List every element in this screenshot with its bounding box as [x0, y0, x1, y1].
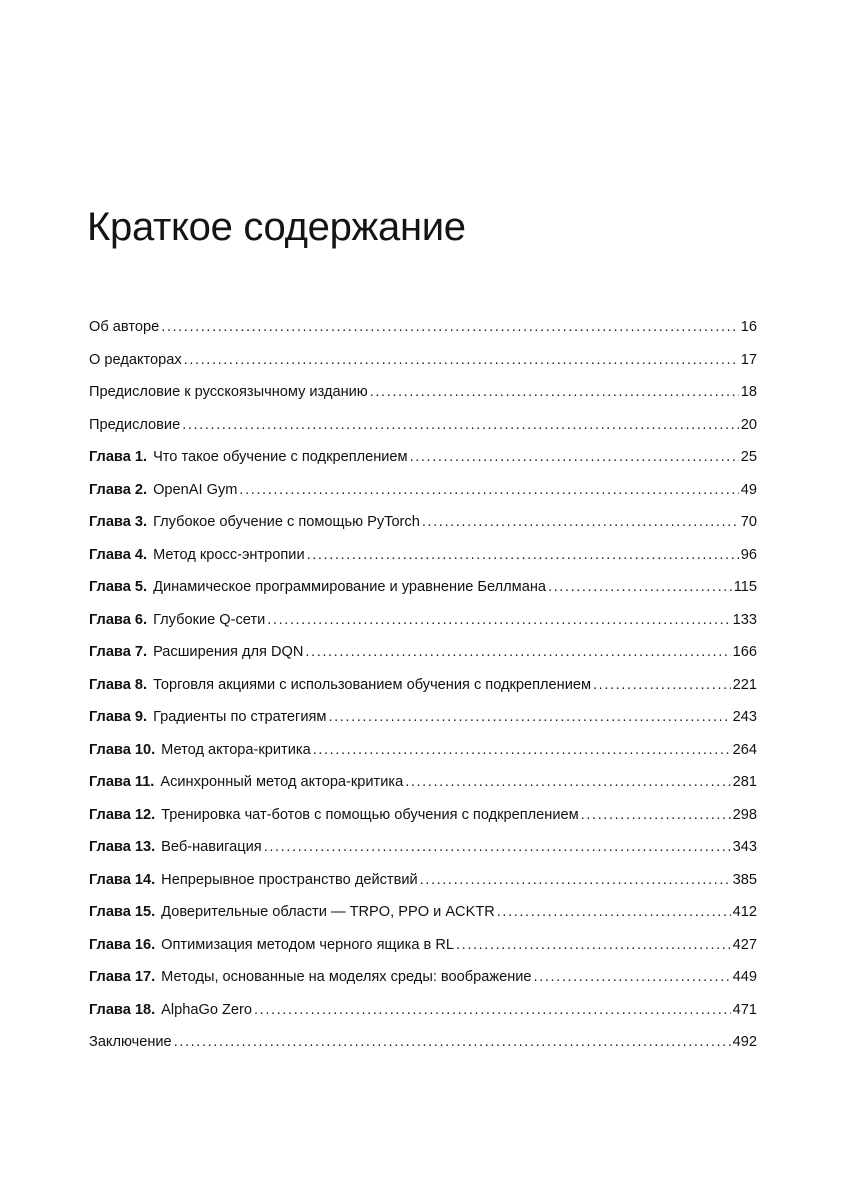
dot-leader [267, 604, 730, 637]
toc-entry-text [89, 604, 265, 637]
page-number: 385 [732, 871, 757, 888]
dot-leader [161, 311, 739, 344]
page-number: 243 [732, 709, 757, 725]
table-of-contents [89, 311, 757, 1059]
page-number: 264 [732, 741, 757, 758]
dot-leader [405, 766, 730, 799]
chapter-number: Глава 5. [89, 579, 148, 595]
toc-entry-text [89, 961, 532, 994]
toc-entry-text [89, 896, 495, 929]
toc-entry-text [89, 539, 305, 572]
toc-entry[interactable] [89, 474, 757, 507]
page-number: 70 [740, 514, 757, 530]
toc-entry-text [89, 701, 326, 734]
toc-entry[interactable] [89, 539, 757, 572]
toc-entry[interactable] [89, 766, 757, 799]
entry-title: Градиенты по стратегиям [153, 709, 327, 725]
entry-title: Веб-навигация [161, 839, 262, 855]
page-title: Краткое содержание [87, 205, 466, 249]
toc-entry-text [89, 994, 252, 1027]
toc-entry[interactable] [89, 376, 757, 409]
toc-entry[interactable] [89, 734, 757, 767]
page-number: 221 [732, 676, 757, 693]
entry-title: Об авторе [89, 319, 160, 335]
chapter-number: Глава 13. [89, 839, 156, 855]
dot-leader [264, 831, 731, 864]
toc-entry-text [89, 506, 420, 539]
page-number: 17 [740, 351, 757, 368]
dot-leader [534, 961, 731, 994]
toc-entry-text [89, 571, 546, 604]
entry-title: Тренировка чат-ботов с помощью обучения с подкреплением [161, 806, 579, 823]
toc-entry-text [89, 409, 180, 442]
chapter-number: Глава 15. [89, 904, 156, 920]
entry-title: Асинхронный метод актора-критика [160, 774, 404, 790]
chapter-number: Глава 7. [89, 644, 148, 660]
page-number: 449 [732, 969, 757, 985]
entry-title: Метод актора-критика [161, 741, 311, 758]
toc-entry-text [89, 734, 311, 767]
dot-leader [548, 571, 732, 604]
toc-entry[interactable] [89, 344, 757, 377]
page-number: 427 [732, 936, 757, 953]
toc-entry[interactable] [89, 929, 757, 962]
toc-entry-text [89, 799, 579, 832]
page-number: 281 [732, 774, 757, 790]
dot-leader [370, 376, 739, 409]
toc-entry[interactable] [89, 636, 757, 669]
dot-leader [254, 994, 731, 1027]
page-number: 133 [732, 611, 757, 628]
toc-entry-text [89, 1026, 172, 1059]
dot-leader [313, 734, 731, 767]
page-number: 49 [740, 481, 757, 498]
entry-title: Доверительные области — TRPO, PPO и ACKTR [161, 904, 495, 920]
dot-leader [328, 701, 730, 734]
page-number: 412 [732, 904, 757, 920]
entry-title: Глубокие Q-сети [153, 611, 266, 628]
toc-entry-text [89, 636, 303, 669]
chapter-number: Глава 2. [89, 481, 148, 498]
entry-title: Непрерывное пространство действий [161, 871, 418, 888]
page-number: 16 [740, 319, 757, 335]
entry-title: Методы, основанные на моделях среды: воображение [161, 969, 532, 985]
toc-entry-text [89, 311, 159, 344]
entry-title: Предисловие [89, 416, 181, 433]
entry-title: Метод кросс-энтропии [153, 546, 305, 563]
entry-title: AlphaGo Zero [161, 1001, 253, 1018]
toc-entry[interactable] [89, 896, 757, 929]
chapter-number: Глава 18. [89, 1001, 156, 1018]
toc-entry[interactable] [89, 864, 757, 897]
entry-title: Динамическое программирование и уравнение Беллмана [153, 579, 546, 595]
page-number: 18 [740, 384, 757, 400]
toc-entry[interactable] [89, 669, 757, 702]
entry-title: О редакторах [89, 351, 182, 368]
chapter-number: Глава 6. [89, 611, 148, 628]
toc-entry-text [89, 766, 403, 799]
toc-entry-text [89, 929, 454, 962]
toc-entry[interactable] [89, 799, 757, 832]
toc-entry[interactable] [89, 1026, 757, 1059]
dot-leader [593, 669, 731, 702]
dot-leader [410, 441, 739, 474]
toc-entry-text [89, 344, 182, 377]
toc-entry[interactable] [89, 961, 757, 994]
toc-entry-text [89, 474, 237, 507]
dot-leader [239, 474, 738, 507]
chapter-number: Глава 9. [89, 709, 148, 725]
dot-leader [422, 506, 739, 539]
toc-entry[interactable] [89, 441, 757, 474]
toc-entry[interactable] [89, 311, 757, 344]
chapter-number: Глава 4. [89, 546, 148, 563]
chapter-number: Глава 12. [89, 806, 156, 823]
toc-entry[interactable] [89, 506, 757, 539]
dot-leader [174, 1026, 731, 1059]
page-number: 166 [732, 644, 757, 660]
chapter-number: Глава 8. [89, 676, 148, 693]
dot-leader [184, 344, 739, 377]
page-number: 20 [740, 416, 757, 433]
chapter-number: Глава 3. [89, 514, 148, 530]
dot-leader [581, 799, 731, 832]
chapter-number: Глава 14. [89, 871, 156, 888]
entry-title: Предисловие к русскоязычному изданию [89, 384, 368, 400]
entry-title: Глубокое обучение с помощью PyTorch [153, 514, 420, 530]
toc-entry-text [89, 831, 262, 864]
chapter-number: Глава 10. [89, 741, 156, 758]
chapter-number: Глава 1. [89, 449, 148, 465]
page-number: 115 [733, 579, 757, 595]
entry-title: Оптимизация методом черного ящика в RL [161, 936, 455, 953]
dot-leader [420, 864, 731, 897]
entry-title: Заключение [89, 1034, 172, 1050]
toc-entry[interactable] [89, 701, 757, 734]
chapter-number: Глава 17. [89, 969, 156, 985]
toc-entry[interactable] [89, 994, 757, 1027]
page-number: 298 [732, 806, 757, 823]
dot-leader [305, 636, 730, 669]
page-number: 25 [740, 449, 757, 465]
toc-entry[interactable] [89, 409, 757, 442]
entry-title: Что такое обучение с подкреплением [153, 449, 408, 465]
toc-entry[interactable] [89, 604, 757, 637]
dot-leader [497, 896, 731, 929]
toc-entry-text [89, 864, 418, 897]
toc-entry-text [89, 441, 408, 474]
chapter-number: Глава 11. [89, 774, 155, 790]
dot-leader [307, 539, 739, 572]
dot-leader [456, 929, 731, 962]
page-number: 471 [732, 1001, 757, 1018]
toc-entry[interactable] [89, 571, 757, 604]
entry-title: OpenAI Gym [153, 481, 238, 498]
dot-leader [182, 409, 739, 442]
entry-title: Торговля акциями с использованием обучения с подкреплением [153, 676, 592, 693]
toc-entry-text [89, 669, 591, 702]
toc-entry[interactable] [89, 831, 757, 864]
chapter-number: Глава 16. [89, 936, 156, 953]
entry-title: Расширения для DQN [153, 644, 304, 660]
page-number: 492 [732, 1034, 757, 1050]
page-number: 343 [732, 839, 757, 855]
toc-entry-text [89, 376, 368, 409]
page-number: 96 [740, 546, 757, 563]
